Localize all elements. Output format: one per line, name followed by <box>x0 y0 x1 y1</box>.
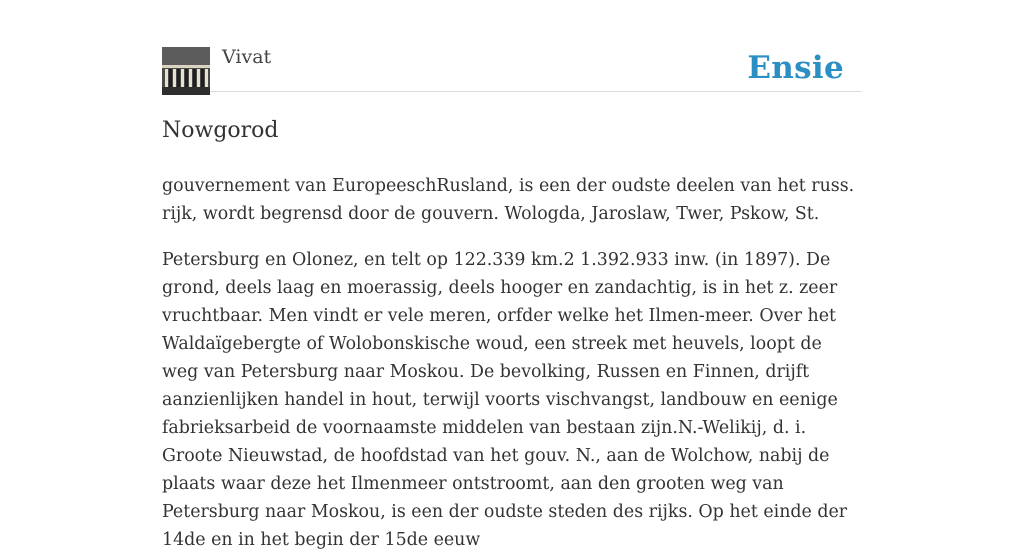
header <box>162 0 862 92</box>
brand-logo[interactable]: Ensie <box>747 50 844 86</box>
article-content <box>162 172 862 554</box>
book-spines-avatar-icon <box>162 47 210 95</box>
avatar[interactable] <box>162 47 210 95</box>
page <box>162 0 862 554</box>
paragraph: Petersburg en Olonez, en telt op 122.339 km.2 1.392.933 inw. (in 1897). De grond, deels laag en moerassig, deels hooger en zandachtig, is in het z. zeer vruchtbaar. Men vindt er vele meren, orfder welke het Ilmen-meer. Over het Waldaïgebergte of Wolobonskische woud, een streek met heuvels, loopt de weg van Petersburg naar Moskou. De bevolking, Russen en Finnen, drijft aanzienlijken handel in hout, terwijl voorts vischvangst, landbouw en eenige fabrieksarbeid de voornaamste middelen van bestaan zijn.N.-Welikij, d. i. Groote Nieuwstad, de hoofdstad van het gouv. N., aan de Wolchow, nabij de plaats waar deze het Ilmenmeer ontstroomt, aan den grooten weg van Petersburg naar Moskou, is een der oudste steden des rijks. Op het einde der 14de en in het begin der 15de eeuw <box>162 250 848 550</box>
paragraph: gouvernement van EuropeeschRusland, is een der oudste deelen van het russ. rijk, wordt begrensd door de gouvern. Wologda, Jaroslaw, Twer, Pskow, St. <box>162 176 855 224</box>
author-name[interactable]: Vivat <box>222 46 272 68</box>
article-title: Nowgorod <box>162 118 279 143</box>
